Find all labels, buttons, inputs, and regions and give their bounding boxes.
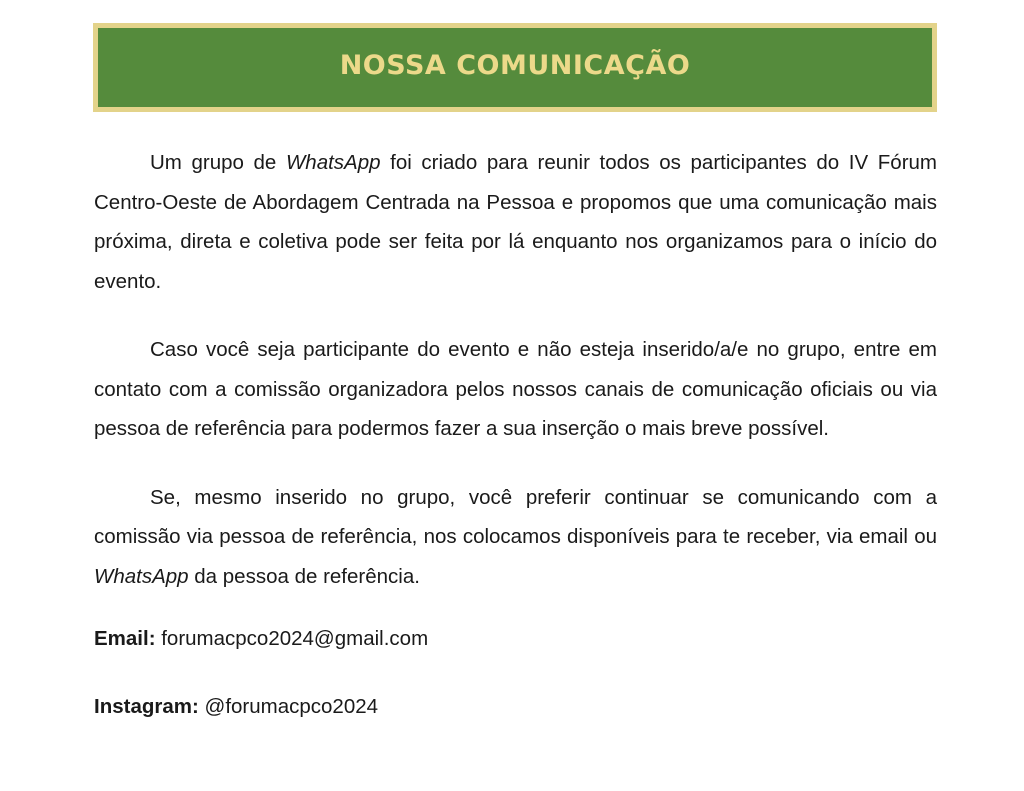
section-header-banner — [93, 23, 937, 112]
paragraph-text: Um grupo de — [150, 151, 286, 174]
email-address[interactable]: forumacpco2024@gmail.com — [155, 627, 429, 650]
email-label: Email: — [94, 627, 156, 650]
instagram-handle[interactable]: @forumacpco2024 — [198, 695, 379, 718]
paragraph-text: foi criado para reunir todos os participantes do IV Fórum Centro-Oeste de Abordagem Centrada na Pessoa e propomos que uma comunicação mais próxima, direta e coletiva pode ser feita por lá enquanto nos organizamos para o início do evento. — [94, 151, 937, 293]
paragraph-text: Caso você seja participante do evento e não esteja inserido/a/e no grupo, entre em contato com a comissão organizadora pelos nossos canais de comunicação oficiais ou via pessoa de referência para podermos fazer a sua inserção o mais breve possível. — [94, 338, 937, 440]
contact-email — [94, 625, 937, 653]
paragraph-text: Se, mesmo inserido no grupo, você preferir continuar se comunicando com a comissão via pessoa de referência, nos colocamos disponíveis para te receber, via email ou — [94, 485, 937, 548]
whatsapp-italic-text: WhatsApp — [285, 151, 381, 174]
contact-instagram — [94, 693, 937, 721]
paragraph-not-in-group — [94, 330, 937, 449]
document-body — [94, 143, 937, 721]
paragraph-reference-person — [94, 478, 937, 597]
section-title: NOSSA COMUNICAÇÃO — [339, 50, 691, 81]
whatsapp-italic-text: WhatsApp — [94, 564, 189, 588]
paragraph-whatsapp-group — [94, 143, 937, 301]
paragraph-text: da pessoa de referência. — [188, 564, 420, 588]
instagram-label: Instagram: — [94, 695, 199, 718]
